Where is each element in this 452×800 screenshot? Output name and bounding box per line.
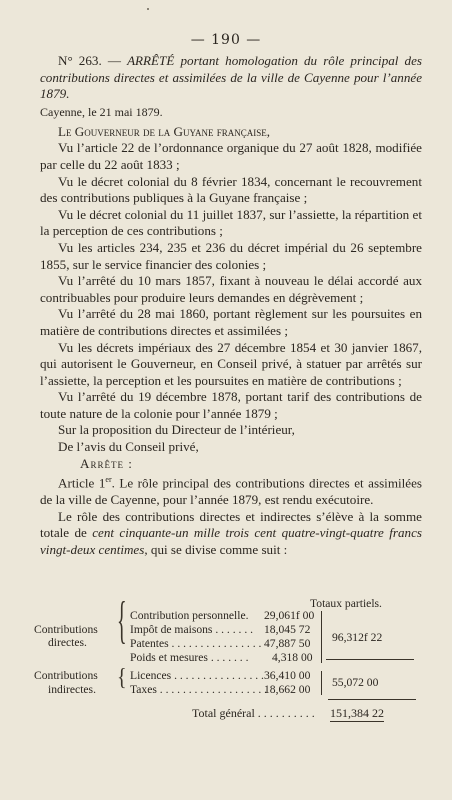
paragraph-vu-4: Vu les articles 234, 235 et 236 du décret impérial du 26 septembre 1855, sur le service financier des colonies ; xyxy=(40,239,422,272)
group-direct-label-1: Contributions xyxy=(34,623,98,636)
group-indirect-label-2: indirectes. xyxy=(48,683,96,696)
subtotal-rule xyxy=(326,659,414,660)
paragraph-proposition: Sur la proposition du Directeur de l’intérieur, xyxy=(58,422,295,438)
group-direct-label-2: directes. xyxy=(48,636,87,649)
subtotal-direct: 96,312f 22 xyxy=(332,631,383,644)
row-value-patentes: 47,887 50 xyxy=(264,637,311,650)
paragraph-vu-8: Vu l’arrêté du 19 décembre 1878, portant tarif des contributions de toute nature de la colonie pour l’année 1879 ; xyxy=(40,389,422,421)
row-value-poids: 4,318 00 xyxy=(272,651,313,664)
paragraph-avis: De l’avis du Conseil privé, xyxy=(58,439,199,455)
document-text xyxy=(40,53,422,559)
bracket-direct xyxy=(321,611,322,663)
row-value-maisons: 18,045 72 xyxy=(264,623,311,636)
row-value-taxes: 18,662 00 xyxy=(264,683,311,696)
brace-indirect: { xyxy=(117,664,127,692)
paragraph-vu-3: Vu le décret colonial du 11 juillet 1837, sur l’assiette, la répartition et la perception de ces contributions ; xyxy=(40,206,422,239)
row-label-licences: Licences . . . . . . . . . . . . . . . . xyxy=(130,669,264,682)
speck-mark xyxy=(147,8,149,10)
decree-head: ARRÊTÉ xyxy=(127,53,175,68)
row-label-patentes: Patentes . . . . . . . . . . . . . . . . xyxy=(130,637,262,650)
subtotal-indirect: 55,072 00 xyxy=(332,676,379,689)
total-general-label: Total général . . . . . . . . . . xyxy=(192,706,315,720)
row-label-taxes: Taxes . . . . . . . . . . . . . . . . . . . xyxy=(130,683,268,696)
arrete-heading: Arrête : xyxy=(80,455,133,471)
total-rule xyxy=(328,699,416,700)
paragraph-vu-2: Vu le décret colonial du 8 février 1834, concernant le recouvrement des contributions publiques à la Guyane française ; xyxy=(40,173,422,206)
decree-title-line2: des contributions directes et assimilées de la ville de Cayenne xyxy=(40,53,423,85)
decree-title xyxy=(40,53,422,103)
decree-title-line1: portant homologation du rôle principal xyxy=(180,53,399,68)
brace-direct: { xyxy=(117,592,127,650)
paragraph-vu-1: Vu l’article 22 de l’ordonnance organique du 27 août 1828, modifiée par celle du 22 août 1833 ; xyxy=(40,140,422,172)
row-label-poids: Poids et mesures . . . . . . . xyxy=(130,651,249,664)
row-label-maisons: Impôt de maisons . . . . . . . xyxy=(130,623,254,636)
decree-number: N° 263. — xyxy=(58,53,121,68)
article-1: Article 1er. Le rôle principal des contributions directes et assimilées de la ville de Cayenne, pour l’année 1879, est rendu exécutoire. xyxy=(40,475,422,508)
decree-date: Cayenne, le 21 mai 1879. xyxy=(40,104,163,119)
totaux-header: Totaux partiels. xyxy=(310,597,382,610)
paragraph-vu-5: Vu l’arrêté du 10 mars 1857, fixant à nouveau le délai accordé aux contribuables pour produire leurs demandes en dégrèvement ; xyxy=(40,273,422,305)
total-general-value: 151,384 22 xyxy=(330,706,384,720)
row-value-licences: 36,410 00 xyxy=(264,669,311,682)
paragraph-vu-7: Vu les décrets impériaux des 27 décembre 1854 et 30 janvier 1867, qui autorisent le Gouverneur, en Conseil privé, à statuer par arrêtés sur l’assiette, la perception et les poursuites en matière de contributions ; xyxy=(40,339,422,388)
decree-title-line3: pour l’année 1879. xyxy=(40,69,423,102)
bracket-indirect xyxy=(321,671,322,695)
paragraph-vu-6: Vu l’arrêté du 28 mai 1860, portant règlement sur les poursuites en matière de contributions directes et assimilées ; xyxy=(40,306,422,338)
contributions-table xyxy=(34,592,426,705)
group-indirect-label-1: Contributions xyxy=(34,669,98,682)
row-label-personnelle: Contribution personnelle. xyxy=(130,609,249,622)
paragraph-total: Le rôle des contributions directes et indirectes s’élève à la somme totale de cent cinquante-un mille trois cent quatre-vingt-quatre francs vingt-deux centimes, qui se divise comme suit : xyxy=(40,508,422,557)
governor-line: Le Gouverneur de la Guyane française, xyxy=(58,123,271,139)
row-value-personnelle: 29,061f 00 xyxy=(264,609,315,622)
page-number: — 190 — xyxy=(190,32,262,48)
